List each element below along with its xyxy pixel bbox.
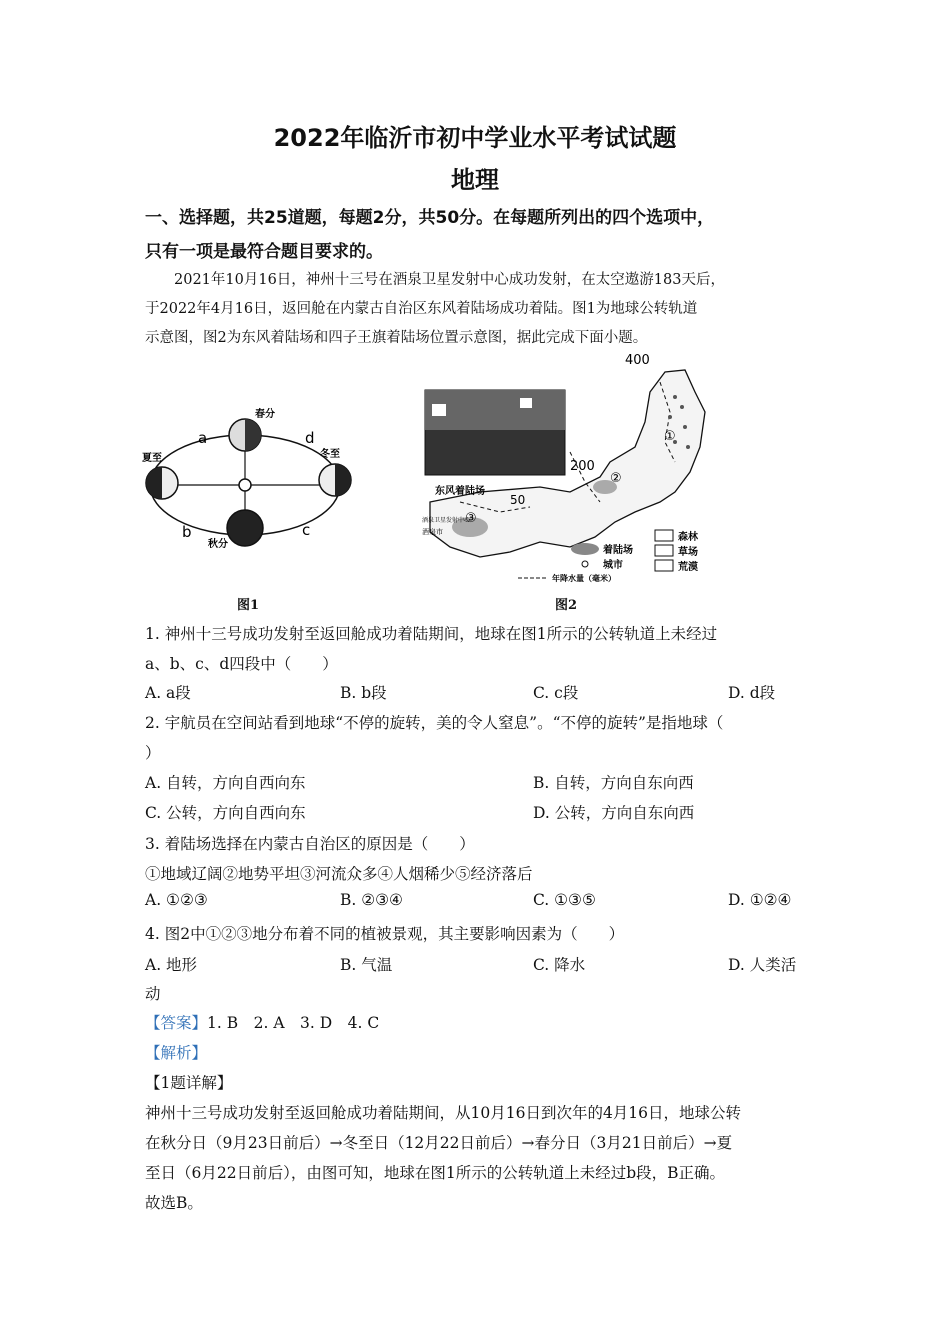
label-b: b <box>182 523 192 541</box>
marker-3: ③ <box>465 511 477 526</box>
q2-option-d[interactable]: D. 公转，方向自东向西 <box>533 804 695 822</box>
question-3-choices: ①地域辽阔②地势平坦③河流众多④人烟稀少⑤经济落后 <box>145 865 533 883</box>
label-jiuquan-city: 酒泉市 <box>422 528 443 536</box>
answer-label: 【答案】 <box>145 1014 208 1032</box>
label-a: a <box>198 429 208 447</box>
question-2-stem: 2. 宇航员在空间站看到地球“不停的旋转，美的令人窒息”。“不停的旋转”是指地球（ <box>145 714 724 732</box>
legend-forest-swatch <box>655 530 673 541</box>
question-1-stem-cont: a、b、c、d四段中（ ） <box>145 655 338 673</box>
legend-desert-swatch <box>655 560 673 571</box>
answer-line <box>145 1011 379 1033</box>
contour-200: 200 <box>570 459 595 474</box>
legend-rain: 年降水量（毫米） <box>552 574 616 583</box>
q1-option-d[interactable]: D. d段 <box>728 684 776 702</box>
q4-option-d[interactable]: D. 人类活 <box>728 956 797 974</box>
legend-grass: 草场 <box>678 547 698 558</box>
question-3-stem: 3. 着陆场选择在内蒙古自治区的原因是（ ） <box>145 835 475 853</box>
legend-desert: 荒漠 <box>678 562 698 573</box>
contour-400: 400 <box>625 353 650 368</box>
detail-line: 神州十三号成功发射至返回舱成功着陆期间，从10月16日到次年的4月16日，地球公转 <box>145 1104 742 1122</box>
q4-option-d-wrap: 动 <box>145 985 161 1003</box>
sun-icon <box>239 479 251 491</box>
legend-city-icon <box>582 561 588 567</box>
figure1-caption: 图1 <box>237 598 260 613</box>
figure1-orbit-diagram <box>140 405 370 560</box>
intro-line: 2021年10月16日，神州十三号在酒泉卫星发射中心成功发射，在太空遨游183天后， <box>174 272 725 288</box>
figure2-map <box>420 352 725 587</box>
detail-heading: 【1题详解】 <box>145 1074 233 1092</box>
answer-text: 1. B 2. A 3. D 4. C <box>207 1014 380 1032</box>
label-c: c <box>302 521 311 539</box>
detail-line: 在秋分日（9月23日前后）→冬至日（12月22日前后）→春分日（3月21日前后）→夏 <box>145 1134 733 1152</box>
legend-site-swatch <box>571 543 599 555</box>
detail-line: 故选B。 <box>145 1194 203 1212</box>
label-chunfen: 春分 <box>255 409 275 420</box>
label-dongfeng: 东风着陆场 <box>435 486 485 497</box>
label-d: d <box>305 429 315 447</box>
label-xiazhi: 夏至 <box>142 453 162 464</box>
earth-qiufen-icon <box>227 510 263 546</box>
legend-grass-swatch <box>655 545 673 556</box>
intro-paragraph <box>145 266 810 353</box>
marker-1: ① <box>664 429 676 444</box>
q2-option-a[interactable]: A. 自转，方向自西向东 <box>145 774 306 792</box>
legend-forest: 森林 <box>678 532 698 543</box>
q4-option-b[interactable]: B. 气温 <box>340 956 393 974</box>
question-1-stem: 1. 神州十三号成功发射至返回舱成功着陆期间，地球在图1所示的公转轨道上未经过 <box>145 625 718 643</box>
question-4-stem: 4. 图2中①②③地分布着不同的植被景观，其主要影响因素为（ ） <box>145 925 625 943</box>
q1-option-b[interactable]: B. b段 <box>340 684 387 702</box>
section-heading-line1: 一、选择题，共25道题，每题2分，共50分。在每题所列出的四个选项中， <box>145 208 715 228</box>
label-dongzhi: 冬至 <box>320 449 340 460</box>
q1-option-c[interactable]: C. c段 <box>533 684 579 702</box>
figure2-caption: 图2 <box>555 598 578 613</box>
q2-option-c[interactable]: C. 公转，方向自西向东 <box>145 804 306 822</box>
marker-2: ② <box>610 471 622 486</box>
q3-option-d[interactable]: D. ①②④ <box>728 891 792 909</box>
q1-option-a[interactable]: A. a段 <box>145 684 191 702</box>
legend-site: 着陆场 <box>603 545 633 556</box>
intro-line: 于2022年4月16日，返回舱在内蒙古自治区东风着陆场成功着陆。图1为地球公转轨道 <box>145 301 698 317</box>
q3-option-b[interactable]: B. ②③④ <box>340 891 403 909</box>
page-title: 2022年临沂市初中学业水平考试试题 <box>273 124 677 152</box>
q3-option-a[interactable]: A. ①②③ <box>145 891 208 909</box>
legend-city: 城市 <box>603 560 623 571</box>
question-2-stem-cont: ） <box>145 744 161 762</box>
detail-line: 至日（6月22日前后），由图可知，地球在图1所示的公转轨道上未经过b段，B正确。 <box>145 1164 726 1182</box>
q4-option-a[interactable]: A. 地形 <box>145 956 198 974</box>
analysis-label: 【解析】 <box>145 1044 208 1062</box>
q2-option-b[interactable]: B. 自转，方向自东向西 <box>533 774 694 792</box>
contour-50: 50 <box>510 493 526 507</box>
label-jiuquan-center: 酒泉卫星发射中心 <box>422 517 471 524</box>
intro-line: 示意图，图2为东风着陆场和四子王旗着陆场位置示意图，据此完成下面小题。 <box>145 330 648 346</box>
q4-option-c[interactable]: C. 降水 <box>533 956 586 974</box>
subject-title: 地理 <box>451 166 499 194</box>
label-qiufen: 秋分 <box>208 539 228 550</box>
section-heading-line2: 只有一项是最符合题目要求的。 <box>145 242 383 262</box>
q3-option-c[interactable]: C. ①③⑤ <box>533 891 596 909</box>
